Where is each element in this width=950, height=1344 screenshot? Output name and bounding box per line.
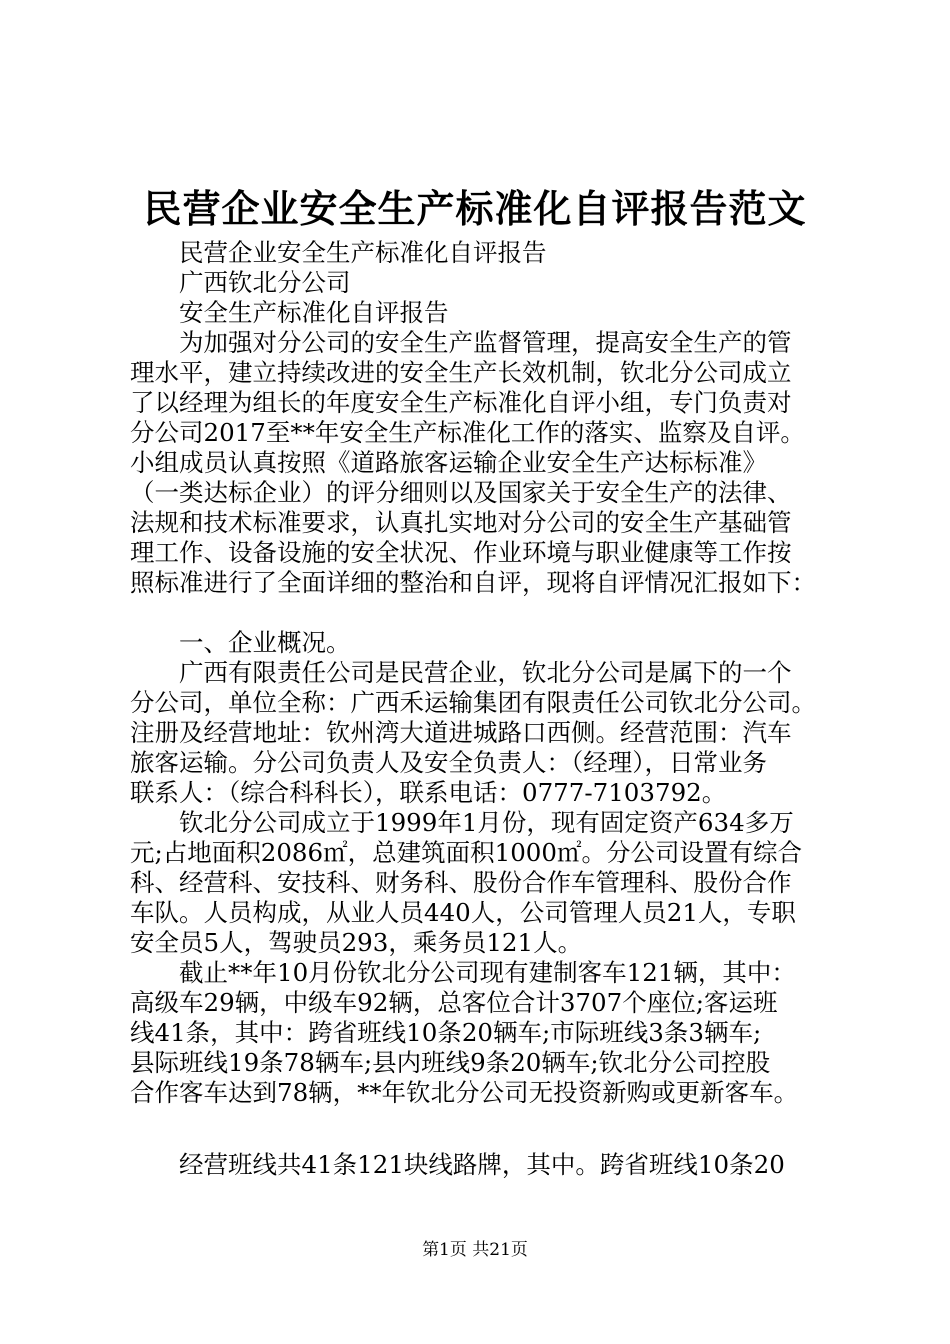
body-line: 民营企业安全生产标准化自评报告 (130, 238, 547, 267)
body-line: 法规和技术标准要求，认真扎实地对分公司的安全生产基础管 (130, 508, 792, 537)
body-line: 照标准进行了全面详细的整治和自评，现将自评情况汇报如下： (130, 568, 816, 597)
body-line: 车队。人员构成，从业人员440人，公司管理人员21人，专职 (130, 898, 796, 927)
body-line: 分公司，单位全称：广西禾运输集团有限责任公司钦北分公司。 (130, 688, 816, 717)
body-line: 广西钦北分公司 (130, 268, 351, 297)
body-line: 注册及经营地址：钦州湾大道进城路口西侧。经营范围：汽车 (130, 718, 792, 747)
body-line: 分公司2017至**年安全生产标准化工作的落实、监察及自评。 (130, 418, 805, 447)
body-line: 钦北分公司成立于1999年1月份，现有固定资产634多万 (130, 808, 794, 837)
body-line: 安全员5人，驾驶员293，乘务员121人。 (130, 928, 583, 957)
body-line: 联系人：（综合科科长），联系电话：0777-7103792。 (130, 778, 727, 807)
body-line: 旅客运输。分公司负责人及安全负责人：（经理），日常业务 (130, 748, 767, 777)
body-line: 经营班线共41条121块线路牌，其中。跨省班线10条20 (130, 1150, 785, 1179)
body-line: 线41条，其中：跨省班线10条20辆车;市际班线3条3辆车; (130, 1018, 762, 1047)
body-line: 科、经营科、安技科、财务科、股份合作车管理科、股份合作 (130, 868, 792, 897)
body-line: 理工作、设备设施的安全状况、作业环境与职业健康等工作按 (130, 538, 792, 567)
body-line: 广西有限责任公司是民营企业，钦北分公司是属下的一个 (130, 658, 792, 687)
section-heading: 一、企业概况。 (130, 628, 351, 657)
body-line: 合作客车达到78辆，**年钦北分公司无投资新购或更新客车。 (130, 1078, 799, 1107)
body-line: 小组成员认真按照《道路旅客运输企业安全生产达标标准》 (130, 448, 767, 477)
body-line: 安全生产标准化自评报告 (130, 298, 449, 327)
document-title: 民营企业安全生产标准化自评报告范文 (143, 186, 807, 231)
body-line: 了以经理为组长的年度安全生产标准化自评小组，专门负责对 (130, 388, 792, 417)
body-line: 截止**年10月份钦北分公司现有建制客车121辆，其中： (130, 958, 796, 987)
body-line: 县际班线19条78辆车;县内班线9条20辆车;钦北分公司控股 (130, 1048, 771, 1077)
body-line: 为加强对分公司的安全生产监督管理，提高安全生产的管 (130, 328, 792, 357)
body-line: 高级车29辆，中级车92辆，总客位合计3707个座位;客运班 (130, 988, 778, 1017)
body-line: 理水平，建立持续改进的安全生产长效机制，钦北分公司成立 (130, 358, 792, 387)
body-line: （一类达标企业）的评分细则以及国家关于安全生产的法律、 (130, 478, 792, 507)
page-number-footer: 第1页 共21页 (422, 1240, 528, 1260)
body-line: 元;占地面积2086㎡，总建筑面积1000㎡。分公司设置有综合 (130, 838, 802, 867)
